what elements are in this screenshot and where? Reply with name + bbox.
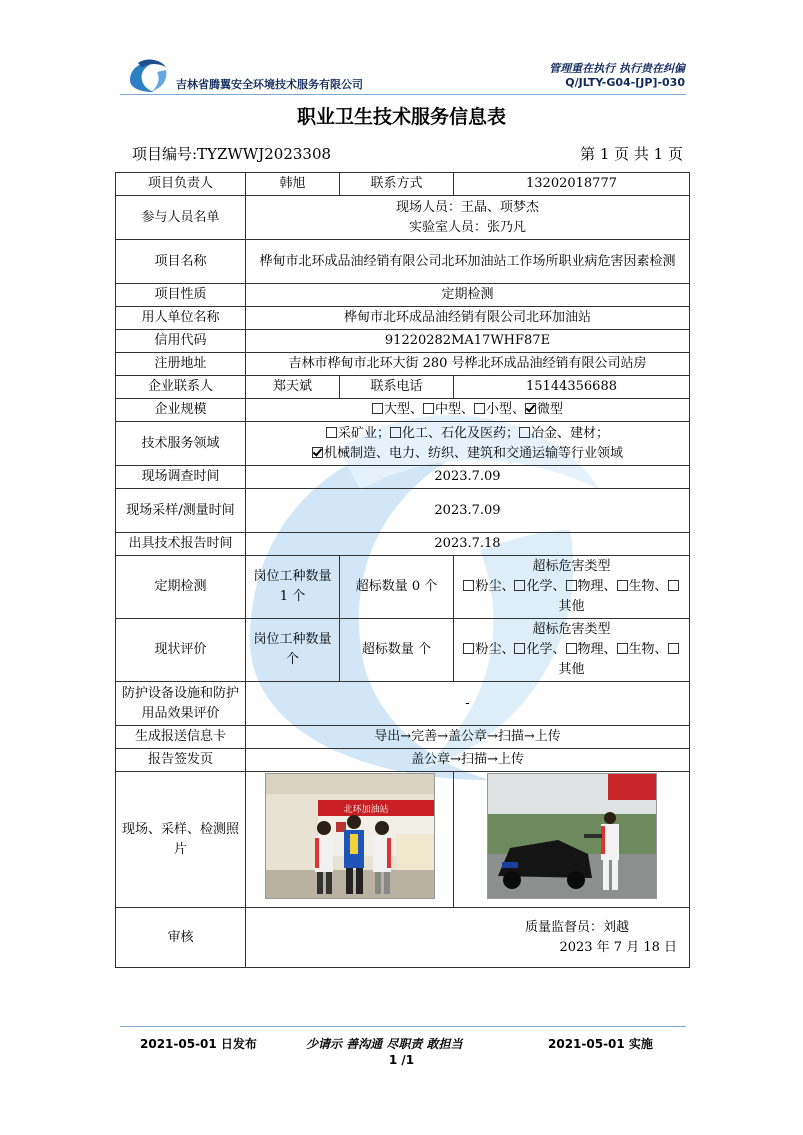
table-row [116, 353, 690, 376]
scale-micro-checkbox[interactable] [525, 403, 536, 414]
info-table [115, 172, 690, 968]
survey-value: 2023.7.09 [246, 466, 690, 489]
periodic-bio-label: 生物、 [628, 579, 668, 594]
address-label: 注册地址 [116, 353, 246, 376]
field-chem-checkbox[interactable] [390, 427, 401, 438]
protect-label: 防护设备设施和防护用品效果评价 [116, 682, 246, 726]
members-field: 现场人员：王晶、项梦杰 [395, 199, 539, 215]
nature-value: 定期检测 [246, 284, 690, 307]
ent-contact-label: 企业联系人 [116, 376, 246, 399]
periodic-bio-checkbox[interactable] [617, 580, 628, 591]
sampling-value: 2023.7.09 [246, 489, 690, 533]
site-photo-1 [265, 773, 435, 899]
periodic-phys-checkbox[interactable] [566, 580, 577, 591]
scale-medium-checkbox[interactable] [423, 403, 434, 414]
project-name-label: 项目名称 [116, 240, 246, 284]
page-info: 第 1 页 共 1 页 [580, 145, 683, 163]
status-exceed: 超标数量 个 [340, 619, 454, 682]
periodic-posts: 岗位工种数量 1 个 [246, 556, 340, 619]
status-label: 现状评价 [116, 619, 246, 682]
review-cell [246, 908, 690, 968]
site-photo-1-image [266, 774, 434, 898]
protect-value: - [246, 682, 690, 726]
photo-cell-1 [246, 772, 454, 908]
table-row [116, 726, 690, 749]
sign-label: 报告签发页 [116, 749, 246, 772]
document-title: 职业卫生技术服务信息表 [296, 106, 506, 128]
table-row [116, 619, 690, 682]
table-row [116, 240, 690, 284]
periodic-hazard-type-label: 超标危害类型 [532, 559, 611, 574]
status-hazards [454, 619, 690, 682]
scale-small-checkbox[interactable] [474, 403, 485, 414]
periodic-chem-checkbox[interactable] [514, 580, 525, 591]
members-cell [246, 196, 690, 240]
header-company-name: 吉林省腾翼安全环境技术服务有限公司 [176, 78, 363, 91]
photo1-sign-text: 北环加油站 [342, 805, 389, 815]
table-row [116, 376, 690, 399]
company-logo-icon [126, 56, 170, 94]
field-options [246, 422, 690, 466]
field-mining-label: 采矿业； [337, 425, 390, 441]
status-dust-checkbox[interactable] [463, 643, 474, 654]
sampling-label: 现场采样/测量时间 [116, 489, 246, 533]
table-row [116, 556, 690, 619]
status-dust-label: 粉尘、 [475, 642, 515, 657]
credit-value: 91220282MA17WHF87E [246, 330, 690, 353]
periodic-label: 定期检测 [116, 556, 246, 619]
table-row [116, 399, 690, 422]
footer-divider [120, 1026, 686, 1027]
employer-label: 用人单位名称 [116, 307, 246, 330]
review-date: 2023 年 7 月 18 日 [559, 939, 677, 955]
table-row [116, 284, 690, 307]
table-row [116, 749, 690, 772]
credit-label: 信用代码 [116, 330, 246, 353]
card-label: 生成报送信息卡 [116, 726, 246, 749]
status-phys-label: 物理、 [577, 642, 617, 657]
status-hazard-type-label: 超标危害类型 [532, 622, 611, 637]
periodic-exceed: 超标数量 0 个 [340, 556, 454, 619]
periodic-other-label: 其他 [558, 599, 585, 614]
nature-label: 项目性质 [116, 284, 246, 307]
report-value: 2023.7.18 [246, 533, 690, 556]
table-row [116, 772, 690, 908]
status-phys-checkbox[interactable] [566, 643, 577, 654]
header-divider [120, 94, 686, 95]
scale-micro-label: 微型 [537, 402, 564, 417]
scale-options [246, 399, 690, 422]
footer-effective: 2021-05-01 实施 [548, 1037, 653, 1051]
field-mech-checkbox[interactable] [312, 447, 323, 458]
scale-small-label: 小型、 [486, 402, 526, 417]
sign-value: 盖公章→扫描→上传 [246, 749, 690, 772]
field-label: 技术服务领域 [116, 422, 246, 466]
ent-contact-value: 郑天斌 [246, 376, 340, 399]
header-slogan: 管理重在执行 执行贵在纠偏 [549, 62, 685, 75]
photo-cell-2 [454, 772, 690, 908]
survey-label: 现场调查时间 [116, 466, 246, 489]
footer-page: 1 /1 [388, 1053, 415, 1067]
table-row [116, 307, 690, 330]
scale-medium-label: 中型、 [434, 402, 474, 417]
header-doc-code: Q/JLTY-G04-[JP]-030 [565, 76, 685, 89]
site-photo-2 [487, 773, 657, 899]
photo-label: 现场、采样、检测照片 [116, 772, 246, 908]
field-chem-label: 化工、石化及医药； [401, 425, 519, 441]
status-bio-checkbox[interactable] [617, 643, 628, 654]
status-posts: 岗位工种数量 个 [246, 619, 340, 682]
table-row [116, 196, 690, 240]
phone-value: 15144356688 [454, 376, 690, 399]
field-mining-checkbox[interactable] [326, 427, 337, 438]
periodic-phys-label: 物理、 [577, 579, 617, 594]
periodic-dust-checkbox[interactable] [463, 580, 474, 591]
leader-label: 项目负责人 [116, 173, 246, 196]
periodic-other-checkbox[interactable] [668, 580, 679, 591]
field-metal-checkbox[interactable] [519, 427, 530, 438]
table-row [116, 489, 690, 533]
site-photo-2-image [488, 774, 656, 898]
members-lab: 实验室人员：张乃凡 [408, 219, 526, 235]
phone-label: 联系电话 [340, 376, 454, 399]
leader-value: 韩旭 [246, 173, 340, 196]
table-row [116, 466, 690, 489]
table-row [116, 908, 690, 968]
table-row [116, 330, 690, 353]
table-row [116, 173, 690, 196]
footer-issued: 2021-05-01 日发布 [140, 1037, 257, 1051]
address-value: 吉林市桦甸市北环大街 280 号桦北环成品油经销有限公司站房 [246, 353, 690, 376]
supervisor: 质量监督员：刘越 [524, 919, 629, 935]
card-value: 导出→完善→盖公章→扫描→上传 [246, 726, 690, 749]
status-chem-checkbox[interactable] [514, 643, 525, 654]
scale-label: 企业规模 [116, 399, 246, 422]
table-row [116, 533, 690, 556]
periodic-chem-label: 化学、 [526, 579, 566, 594]
review-label: 审核 [116, 908, 246, 968]
employer-value: 桦甸市北环成品油经销有限公司北环加油站 [246, 307, 690, 330]
table-row [116, 422, 690, 466]
contact-value: 13202018777 [454, 173, 690, 196]
scale-large-label: 大型、 [383, 402, 423, 417]
scale-large-checkbox[interactable] [372, 403, 383, 414]
table-row [116, 682, 690, 726]
project-name-value: 桦甸市北环成品油经销有限公司北环加油站工作场所职业病危害因素检测 [246, 240, 690, 284]
field-mech-label: 机械制造、电力、纺织、建筑和交通运输等行业领域 [323, 445, 623, 461]
footer-motto: 少请示 善沟通 尽职责 敢担当 [306, 1037, 463, 1051]
contact-label: 联系方式 [340, 173, 454, 196]
status-bio-label: 生物、 [628, 642, 668, 657]
status-other-label: 其他 [558, 662, 585, 677]
status-chem-label: 化学、 [526, 642, 566, 657]
periodic-hazards [454, 556, 690, 619]
status-other-checkbox[interactable] [668, 643, 679, 654]
members-label: 参与人员名单 [116, 196, 246, 240]
field-metal-label: 冶金、建材； [531, 425, 610, 441]
periodic-dust-label: 粉尘、 [475, 579, 515, 594]
report-label: 出具技术报告时间 [116, 533, 246, 556]
project-number: 项目编号:TYZWWJ2023308 [132, 145, 332, 163]
